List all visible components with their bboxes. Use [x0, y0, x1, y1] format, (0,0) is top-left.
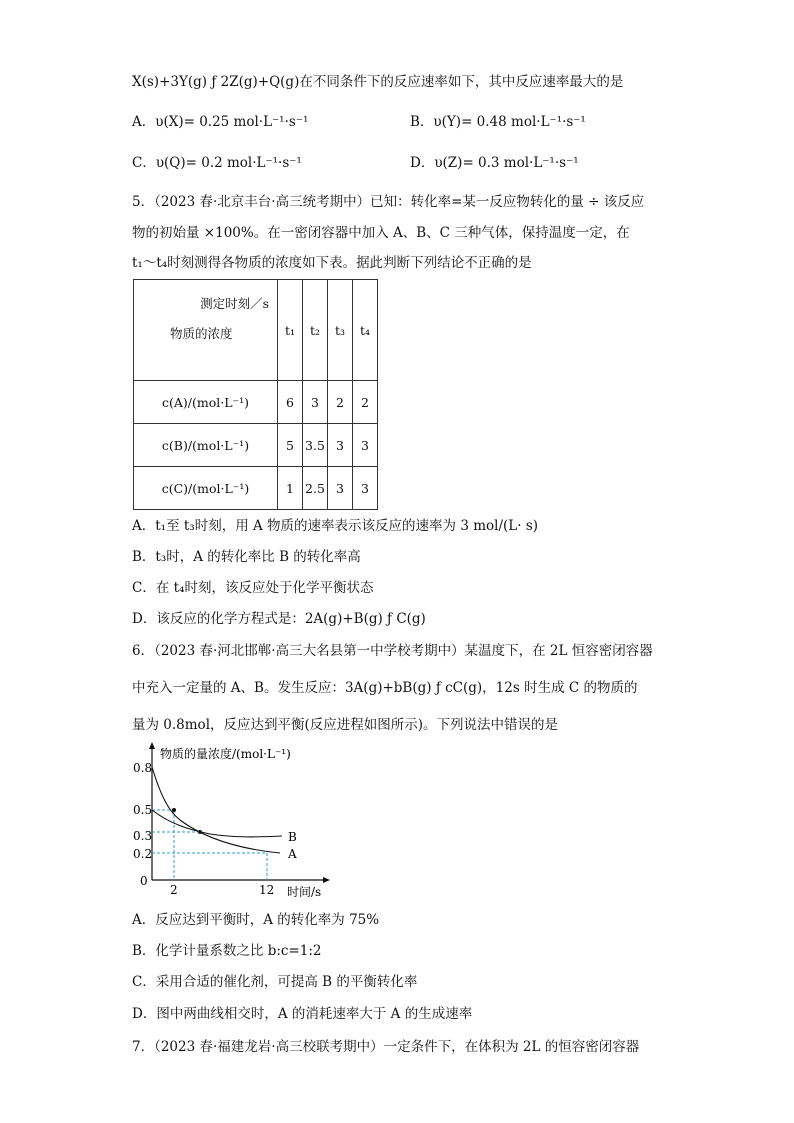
q6-option-b: B．化学计量系数之比 b:c=1:2 [132, 943, 322, 959]
origin-label: 0 [140, 874, 148, 888]
concentration-time-graph [133, 740, 340, 899]
y-axis-label: 物质的量浓度/(mol·L⁻¹) [160, 747, 291, 761]
x-tick-12: 12 [259, 883, 275, 897]
curve-a [152, 767, 280, 853]
y-axis-arrow [149, 742, 155, 749]
q5-option-a: A．t₁至 t₃时刻，用 A 物质的速率表示该反应的速率为 3 mol/(L· s) [132, 518, 539, 534]
table-cell: 3 [353, 467, 378, 510]
q5-option-b: B．t₃时，A 的转化率比 B 的转化率高 [132, 549, 361, 565]
time-header-t3: t₃ [328, 280, 353, 381]
y-tick-05: 0.5 [133, 803, 153, 817]
q5-option-d: D．该反应的化学方程式是：2A(g)+B(g) ƒ C(g) [132, 611, 426, 627]
y-tick-08: 0.8 [133, 761, 153, 775]
table-cell: 2.5 [303, 467, 328, 510]
time-header-t2: t₂ [303, 280, 328, 381]
q4-option-b: B．υ(Y)= 0.48 mol·L⁻¹·s⁻¹ [410, 114, 586, 130]
curve-b-label: B [288, 830, 297, 844]
q6-option-d: D．图中两曲线相交时，A 的消耗速率大于 A 的生成速率 [132, 1006, 473, 1022]
time-header-t1: t₁ [278, 280, 303, 381]
table-cell: 3.5 [303, 424, 328, 467]
table-cell: 2 [353, 381, 378, 424]
header-time-label: 测定时刻／s [200, 296, 269, 311]
q6-stem-line-1: 6．（2023 春·河北邯郸·高三大名县第一中学校考期中）某温度下，在 2L 恒容密闭容器 [132, 643, 653, 659]
table-header-row [134, 280, 378, 381]
q6-option-c: C．采用合适的催化剂，可提高 B 的平衡转化率 [132, 974, 418, 990]
intersection-point [198, 830, 202, 834]
curve-b [152, 810, 282, 837]
row-label-b: c(B)/(mol·L⁻¹) [134, 424, 278, 467]
q5-option-c: C．在 t₄时刻，该反应处于化学平衡状态 [132, 580, 374, 596]
q7-stem: 7．（2023 春·福建龙岩·高三校联考期中）一定条件下，在体积为 2L 的恒容密闭容器 [132, 1039, 640, 1055]
q4-option-d: D．υ(Z)= 0.3 mol·L⁻¹·s⁻¹ [410, 155, 579, 171]
concentration-table [133, 279, 378, 510]
y-tick-03: 0.3 [133, 829, 153, 843]
table-cell: 5 [278, 424, 303, 467]
q4-option-a: A．υ(X)= 0.25 mol·L⁻¹·s⁻¹ [132, 114, 309, 130]
table-cell: 6 [278, 381, 303, 424]
time-header-t4: t₄ [353, 280, 378, 381]
q4-stem: X(s)+3Y(g) ƒ 2Z(g)+Q(g)在不同条件下的反应速率如下，其中反应速率最大的是 [132, 74, 624, 90]
q5-stem-line-1: 5．（2023 春·北京丰台·高三统考期中）已知：转化率=某一反应物转化的量 ÷ 该反应 [132, 194, 645, 210]
curve-a-label: A [288, 847, 297, 861]
q6-stem-line-2: 中充入一定量的 A、B。发生反应：3A(g)+bB(g) ƒ cC(g)，12s 时生成 C 的物质的 [132, 680, 638, 696]
q5-stem-line-2: 物的初始量 ×100%。在一密闭容器中加入 A、B、C 三种气体，保持温度一定，在 [132, 225, 630, 241]
q5-stem-line-3: t₁～t₄时刻测得各物质的浓度如下表。据此判断下列结论不正确的是 [132, 255, 532, 271]
y-tick-02: 0.2 [133, 847, 153, 861]
table-row [134, 424, 378, 467]
q4-option-c: C．υ(Q)= 0.2 mol·L⁻¹·s⁻¹ [132, 155, 302, 171]
row-label-a: c(A)/(mol·L⁻¹) [134, 381, 278, 424]
header-concentration-label: 物质的浓度 [170, 326, 233, 341]
table-cell: 3 [303, 381, 328, 424]
table-row [134, 467, 378, 510]
table-cell: 2 [328, 381, 353, 424]
table-cell: 3 [353, 424, 378, 467]
q6-stem-line-3: 量为 0.8mol，反应达到平衡(反应进程如图所示)。下列说法中错误的是 [132, 717, 559, 733]
x-axis-arrow [323, 877, 330, 883]
table-cell: 3 [328, 424, 353, 467]
point-a-t2 [172, 808, 176, 812]
x-tick-2: 2 [170, 883, 178, 897]
q6-option-a: A．反应达到平衡时，A 的转化率为 75% [132, 912, 380, 928]
table-cell: 3 [328, 467, 353, 510]
table-row [134, 381, 378, 424]
table-corner-cell [134, 280, 278, 381]
x-axis-label: 时间/s [287, 885, 322, 899]
row-label-c: c(C)/(mol·L⁻¹) [134, 467, 278, 510]
table-cell: 1 [278, 467, 303, 510]
